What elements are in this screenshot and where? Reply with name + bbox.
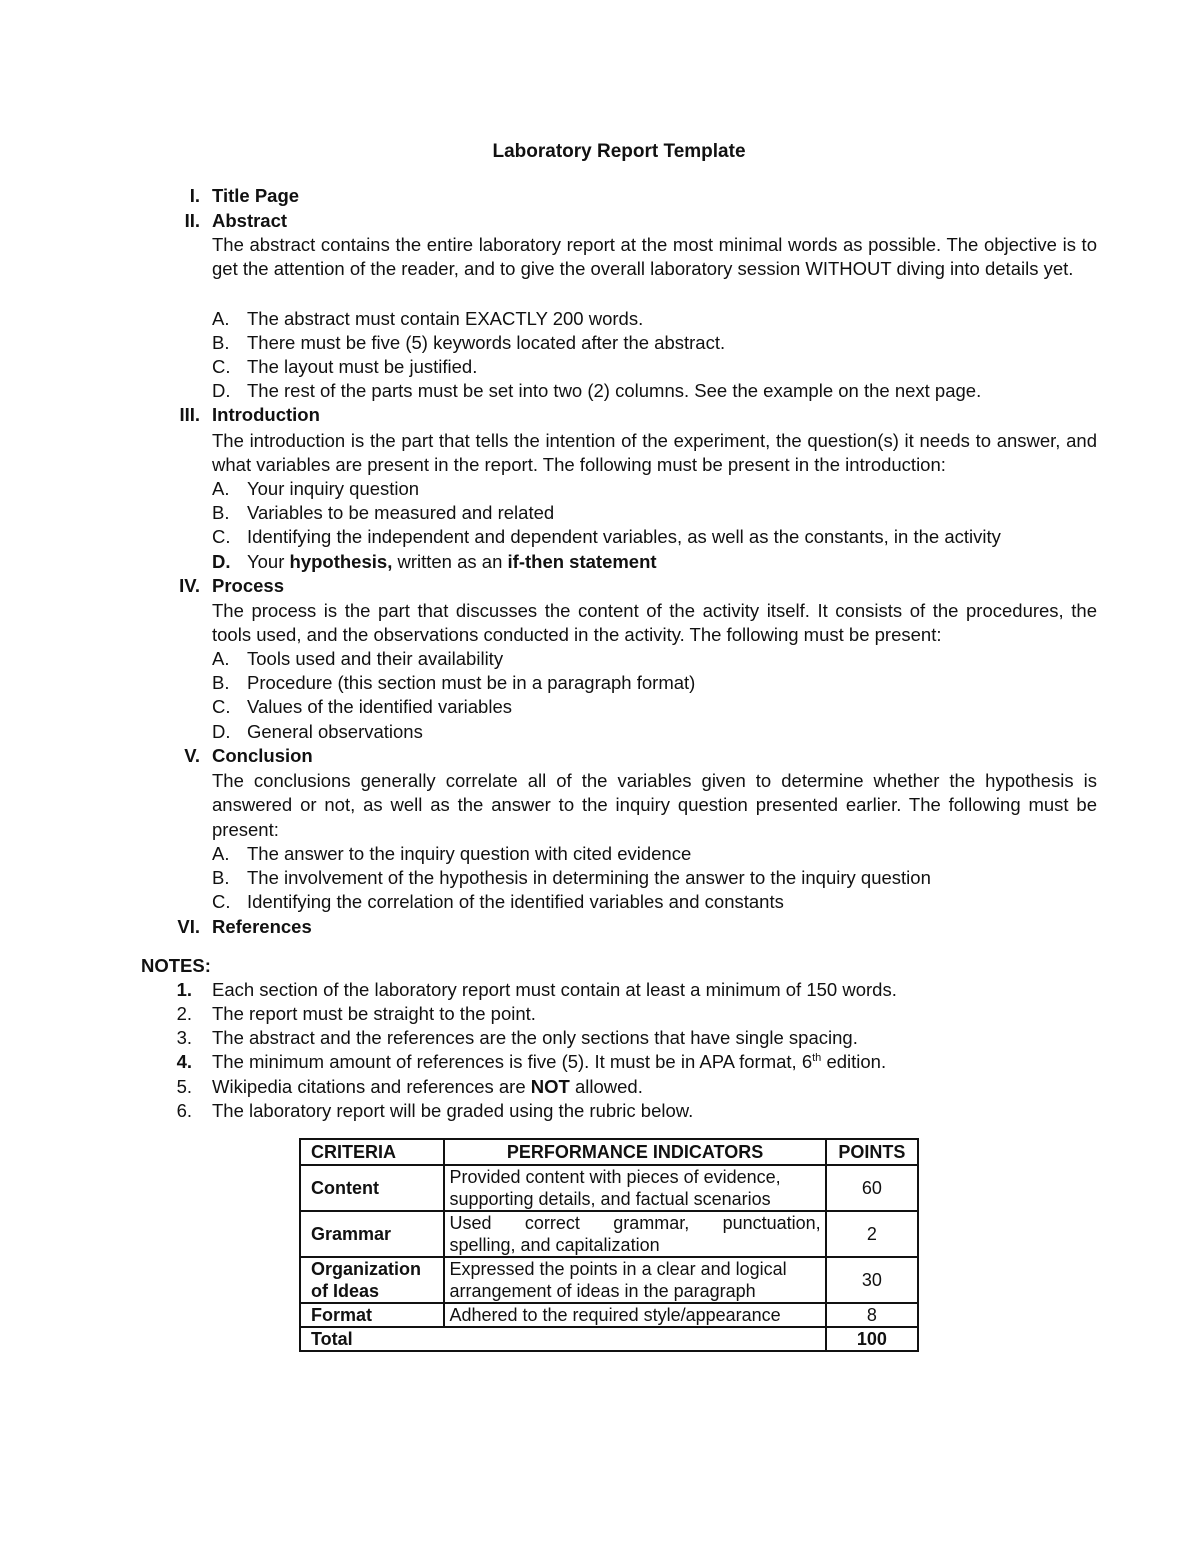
column-header: PERFORMANCE INDICATORS xyxy=(444,1139,825,1165)
table-row xyxy=(300,1257,918,1303)
total-points: 100 xyxy=(826,1327,918,1351)
introduction-paragraph: The introduction is the part that tells the intention of the experiment, the question(s) it needs to answer, and what variables are present in the report. The following must be present in the introduction: xyxy=(212,430,1097,476)
points-cell: 60 xyxy=(826,1165,918,1211)
abstract-paragraph: The abstract contains the entire laboratory report at the most minimal words as possible. The objective is to get the attention of the reader, and to give the overall laboratory session WITHOUT diving into details yet. xyxy=(212,234,1097,280)
table-row xyxy=(300,1211,918,1257)
list-item-text: The layout must be justified. xyxy=(247,356,478,377)
note-number: 4. xyxy=(176,1051,192,1072)
list-item-letter: D. xyxy=(212,721,231,742)
list-item-letter: C. xyxy=(212,891,231,912)
column-header: CRITERIA xyxy=(300,1139,444,1165)
total-label: Total xyxy=(300,1327,826,1351)
note-text: The laboratory report will be graded using the rubric below. xyxy=(212,1100,694,1121)
list-item-text: Procedure (this section must be in a paragraph format) xyxy=(247,672,696,693)
list-item-text: The rest of the parts must be set into two (2) columns. See the example on the next page. xyxy=(247,380,982,401)
rubric-table xyxy=(299,1138,919,1352)
process-paragraph: The process is the part that discusses the content of the activity itself. It consists of the procedures, the tools used, and the observations conducted in the activity. The following must be present: xyxy=(212,600,1097,646)
note-text: The report must be straight to the point. xyxy=(212,1003,536,1024)
list-item-letter: B. xyxy=(212,867,230,888)
section-number: V. xyxy=(184,745,200,766)
section-number: I. xyxy=(189,185,200,206)
section-heading-abstract: Abstract xyxy=(212,210,288,231)
list-item-text: The involvement of the hypothesis in determining the answer to the inquiry question xyxy=(247,867,931,888)
list-item-text: The abstract must contain EXACTLY 200 words. xyxy=(247,308,644,329)
list-item-letter: B. xyxy=(212,332,230,353)
list-item-text: Values of the identified variables xyxy=(247,696,512,717)
list-item-letter: C. xyxy=(212,696,231,717)
list-item-letter: A. xyxy=(212,648,230,669)
note-text: The minimum amount of references is five (5). It must be in APA format, 6th edition. xyxy=(212,1051,887,1072)
note-number: 2. xyxy=(176,1003,192,1024)
column-header: POINTS xyxy=(826,1139,918,1165)
section-heading-title-page: Title Page xyxy=(212,185,300,206)
table-row xyxy=(300,1165,918,1211)
list-item-letter: C. xyxy=(212,526,231,547)
points-cell: 30 xyxy=(826,1257,918,1303)
indicator-cell: Expressed the points in a clear and logical arrangement of ideas in the paragraph xyxy=(444,1257,825,1303)
list-item-letter: A. xyxy=(212,308,230,329)
note-number: 1. xyxy=(176,979,192,1000)
section-number: II. xyxy=(184,210,200,231)
criteria-cell: Format xyxy=(300,1303,444,1327)
indicator-cell: Adhered to the required style/appearance xyxy=(444,1303,825,1327)
table-row xyxy=(300,1303,918,1327)
section-number: III. xyxy=(179,404,200,425)
page-title: Laboratory Report Template xyxy=(492,141,746,162)
section-heading-references: References xyxy=(212,916,312,937)
list-item-text: Tools used and their availability xyxy=(247,648,504,669)
conclusion-paragraph: The conclusions generally correlate all of the variables given to determine whether the hypothesis is answered or not, as well as the answer to the inquiry question presented earlier. The following must be present: xyxy=(212,770,1097,840)
section-number: IV. xyxy=(179,575,200,596)
list-item-text: General observations xyxy=(247,721,423,742)
list-item-text: Identifying the independent and dependent variables, as well as the constants, in the activity xyxy=(247,526,1001,547)
criteria-cell: Grammar xyxy=(300,1211,444,1257)
list-item-letter: B. xyxy=(212,672,230,693)
section-number: VI. xyxy=(177,916,200,937)
criteria-cell: Organization of Ideas xyxy=(300,1257,444,1303)
points-cell: 2 xyxy=(826,1211,918,1257)
list-item-letter: C. xyxy=(212,356,231,377)
note-text: The abstract and the references are the only sections that have single spacing. xyxy=(212,1027,858,1048)
section-heading-process: Process xyxy=(212,575,284,596)
list-item-text: Your inquiry question xyxy=(247,478,420,499)
section-heading-introduction: Introduction xyxy=(212,404,320,425)
points-cell: 8 xyxy=(826,1303,918,1327)
notes-title: NOTES: xyxy=(141,955,211,976)
note-text: Each section of the laboratory report must contain at least a minimum of 150 words. xyxy=(212,979,897,1000)
list-item-letter: A. xyxy=(212,478,230,499)
list-item-letter: D. xyxy=(212,380,231,401)
criteria-cell: Content xyxy=(300,1165,444,1211)
section-heading-conclusion: Conclusion xyxy=(212,745,313,766)
note-number: 3. xyxy=(176,1027,192,1048)
list-item-letter: B. xyxy=(212,502,230,523)
list-item-text: Variables to be measured and related xyxy=(247,502,555,523)
note-text: Wikipedia citations and references are NOT allowed. xyxy=(212,1076,643,1097)
list-item-text: Identifying the correlation of the identified variables and constants xyxy=(247,891,784,912)
list-item-text: There must be five (5) keywords located after the abstract. xyxy=(247,332,726,353)
list-item-letter: A. xyxy=(212,843,230,864)
list-item-text-hypothesis: Your hypothesis, written as an if-then statement xyxy=(247,551,657,572)
list-item-text: The answer to the inquiry question with cited evidence xyxy=(247,843,692,864)
indicator-cell: Used correct grammar, punctuation, spelling, and capitalization xyxy=(444,1211,825,1257)
table-header-row xyxy=(300,1139,918,1165)
list-item-letter: D. xyxy=(212,551,231,572)
indicator-cell: Provided content with pieces of evidence, supporting details, and factual scenarios xyxy=(444,1165,825,1211)
note-number: 5. xyxy=(176,1076,192,1097)
table-total-row xyxy=(300,1327,918,1351)
note-number: 6. xyxy=(176,1100,192,1121)
